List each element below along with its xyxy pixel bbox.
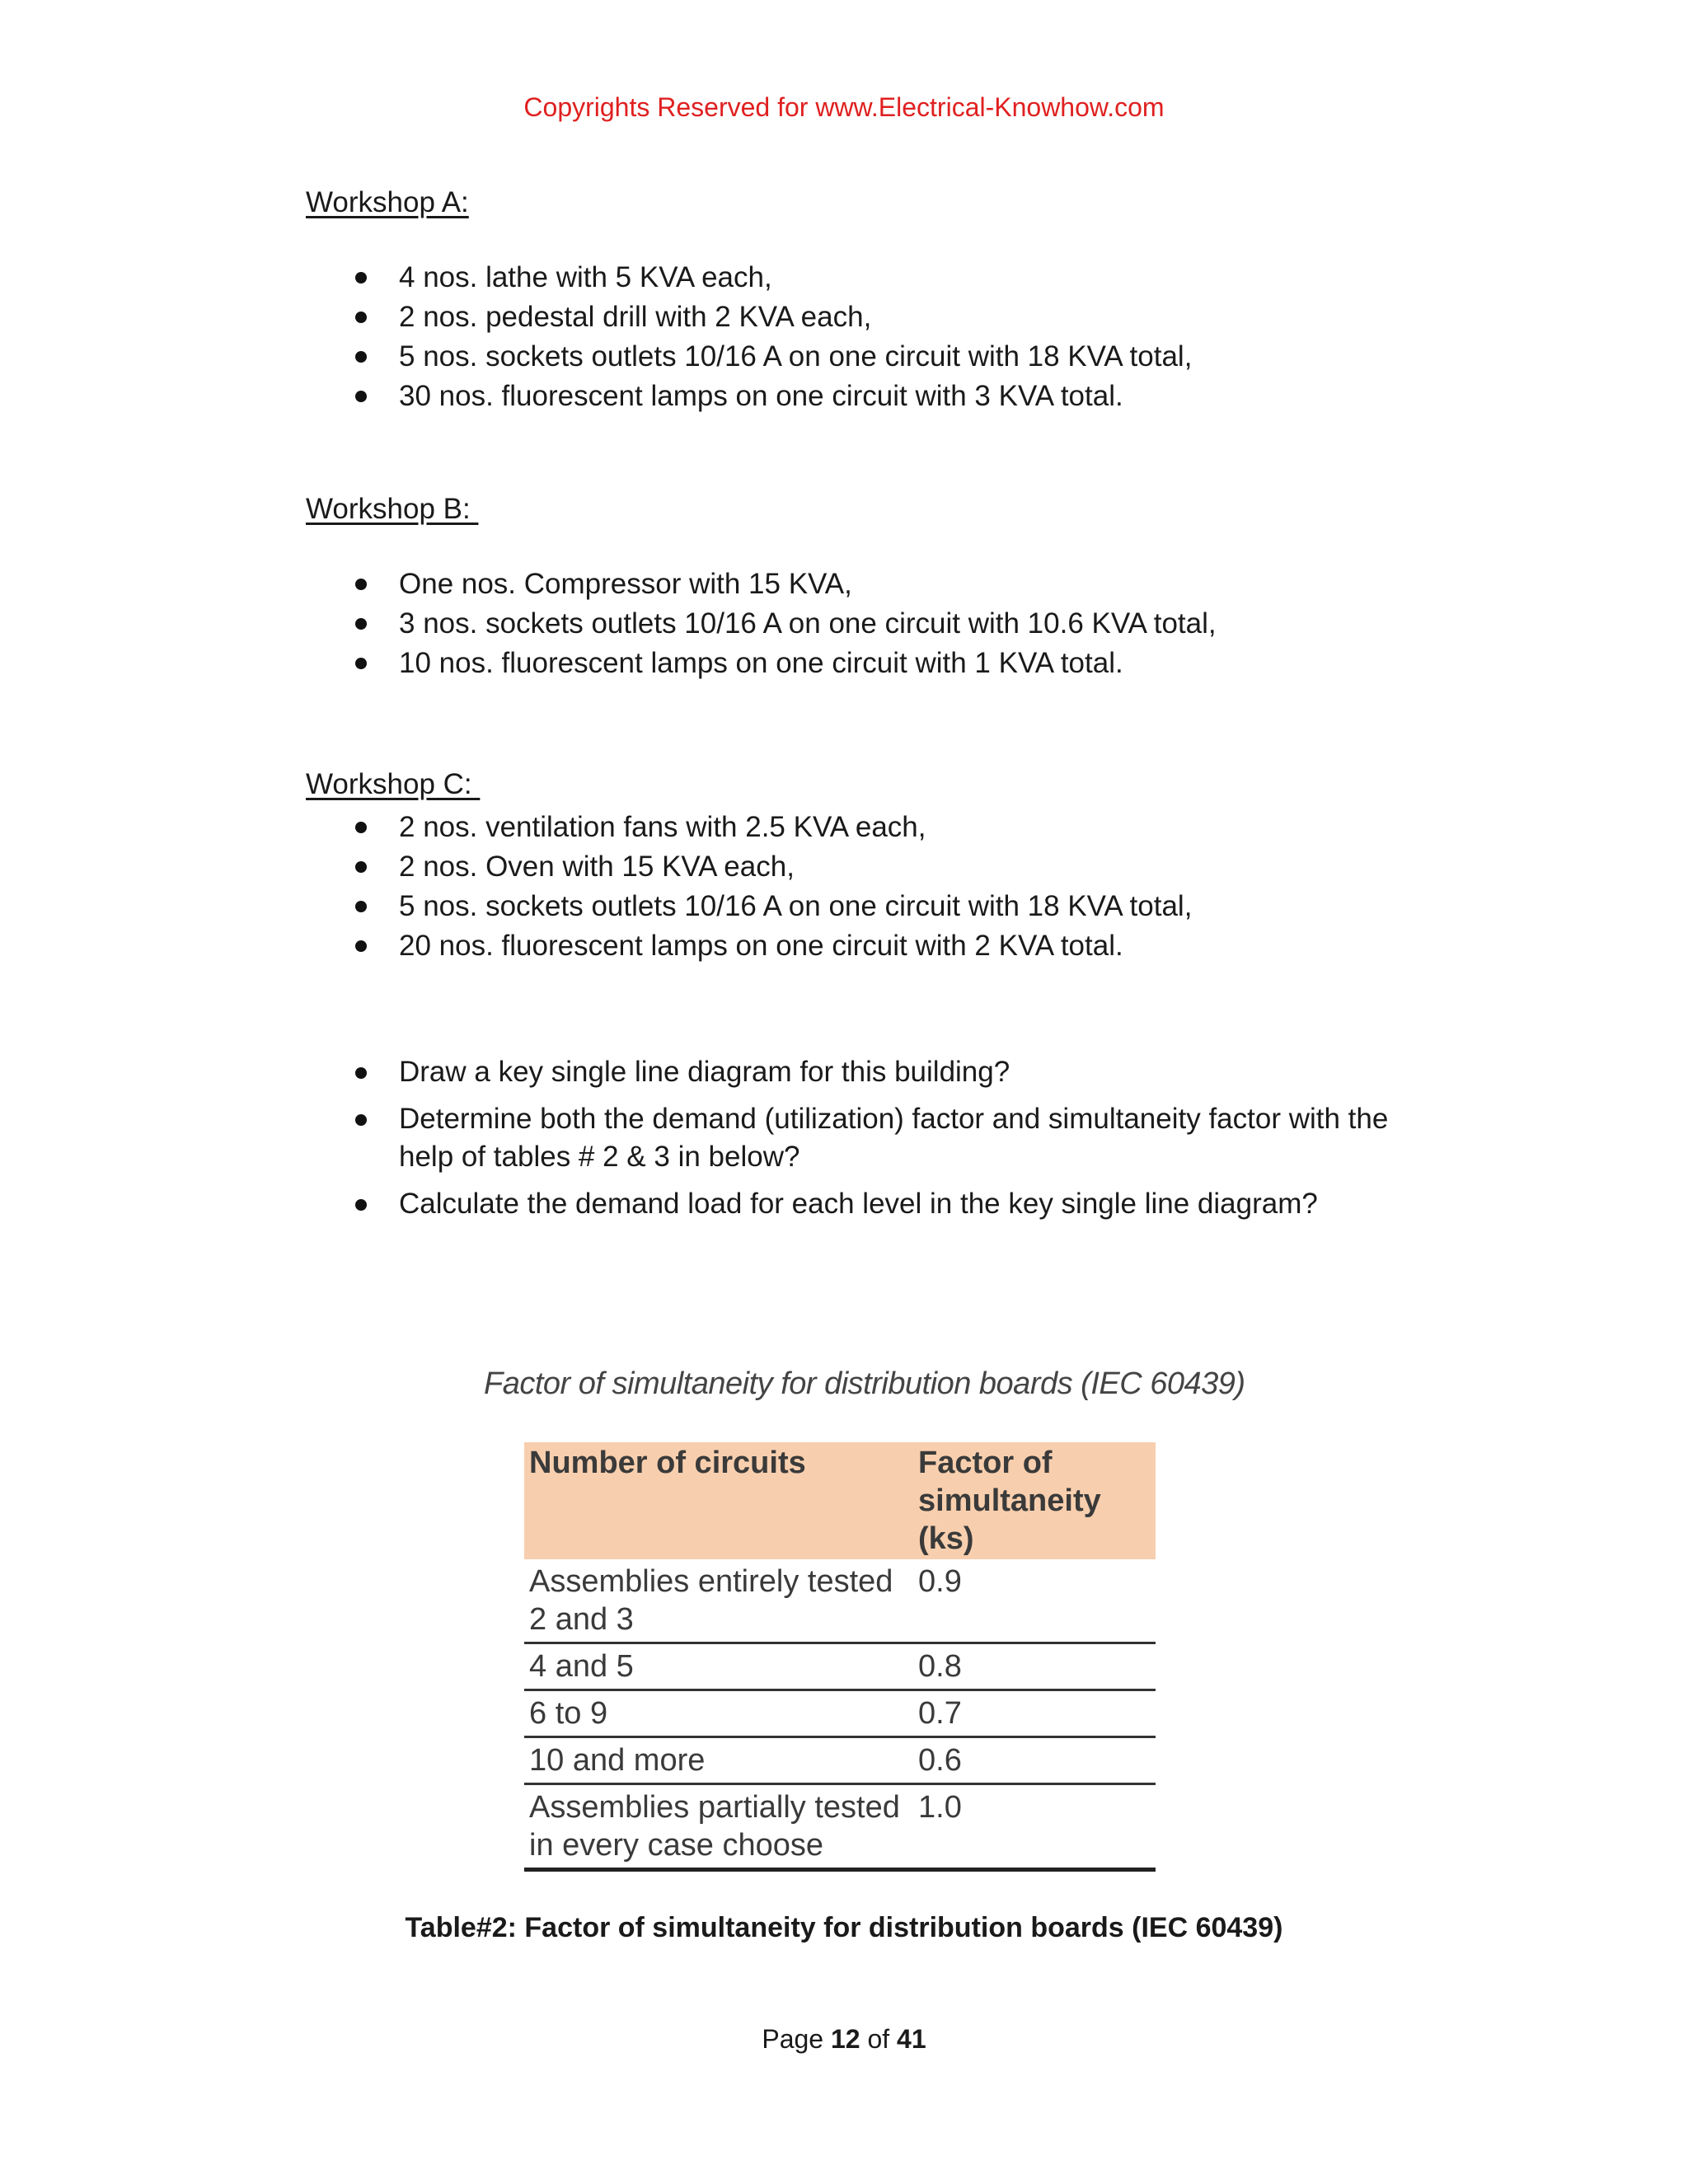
current-page-number: 12 <box>830 2024 860 2054</box>
list-item: 2 nos. ventilation fans with 2.5 KVA each, <box>0 808 1388 847</box>
table-cell: 0.9 <box>913 1559 1156 1643</box>
list-item: 5 nos. sockets outlets 10/16 A on one circuit with 18 KVA total, <box>0 337 1388 377</box>
page-of-label: of <box>860 2024 898 2054</box>
table-cell: Assemblies partially tested in every case choose <box>524 1784 913 1870</box>
page-label: Page <box>762 2024 831 2054</box>
list-item: 2 nos. Oven with 15 KVA each, <box>0 847 1388 887</box>
page-header-copyright: Copyrights Reserved for www.Electrical-Knowhow.com <box>523 92 1165 122</box>
list-item: 2 nos. pedestal drill with 2 KVA each, <box>0 298 1388 337</box>
workshop-c-title: Workshop C: <box>306 768 481 800</box>
table-cell: 0.7 <box>913 1690 1156 1737</box>
task-item: Calculate the demand load for each level in the key single line diagram? <box>0 1185 1396 1223</box>
list-item: 5 nos. sockets outlets 10/16 A on one circuit with 18 KVA total, <box>0 887 1388 926</box>
table-cell: 10 and more <box>524 1737 913 1784</box>
header-number-of-circuits: Number of circuits <box>524 1442 913 1559</box>
workshop-c-list <box>0 808 1388 966</box>
table-row <box>524 1643 1156 1690</box>
workshop-a-list <box>0 258 1388 416</box>
task-list <box>0 1053 1396 1232</box>
table-row <box>524 1559 1156 1643</box>
total-page-count: 41 <box>897 2024 926 2054</box>
task-item: Draw a key single line diagram for this building? <box>0 1053 1396 1091</box>
table-row <box>524 1737 1156 1784</box>
list-item: One nos. Compressor with 15 KVA, <box>0 565 1388 604</box>
workshop-a-title: Workshop A: <box>306 186 469 218</box>
list-item: 20 nos. fluorescent lamps on one circuit with 2 KVA total. <box>0 926 1388 966</box>
table-caption: Table#2: Factor of simultaneity for distribution boards (IEC 60439) <box>405 1912 1283 1943</box>
table-cell: 0.6 <box>913 1737 1156 1784</box>
header-factor-of-simultaneity: Factor of simultaneity (ks) <box>913 1442 1156 1559</box>
table-row <box>524 1690 1156 1737</box>
table-cell: 6 to 9 <box>524 1690 913 1737</box>
table-cell: 4 and 5 <box>524 1643 913 1690</box>
table-cell: Assemblies entirely tested 2 and 3 <box>524 1559 913 1643</box>
task-item: Determine both the demand (utilization) factor and simultaneity factor with the help of tables # 2 & 3 in below? <box>0 1100 1396 1176</box>
simultaneity-table-figure <box>478 1360 1245 1863</box>
list-item: 10 nos. fluorescent lamps on one circuit with 1 KVA total. <box>0 644 1388 683</box>
workshop-b-title: Workshop B: <box>306 493 479 525</box>
table-cell: 1.0 <box>913 1784 1156 1870</box>
table-cell: 0.8 <box>913 1643 1156 1690</box>
table-row <box>524 1784 1156 1870</box>
table-header-row <box>524 1442 1156 1559</box>
workshop-b-list <box>0 565 1388 683</box>
figure-title: Factor of simultaneity for distribution boards (IEC 60439) <box>484 1366 1245 1401</box>
simultaneity-table <box>524 1442 1156 1872</box>
list-item: 3 nos. sockets outlets 10/16 A on one circuit with 10.6 KVA total, <box>0 604 1388 644</box>
list-item: 30 nos. fluorescent lamps on one circuit with 3 KVA total. <box>0 377 1388 416</box>
page-footer <box>0 2024 1688 2055</box>
list-item: 4 nos. lathe with 5 KVA each, <box>0 258 1388 298</box>
